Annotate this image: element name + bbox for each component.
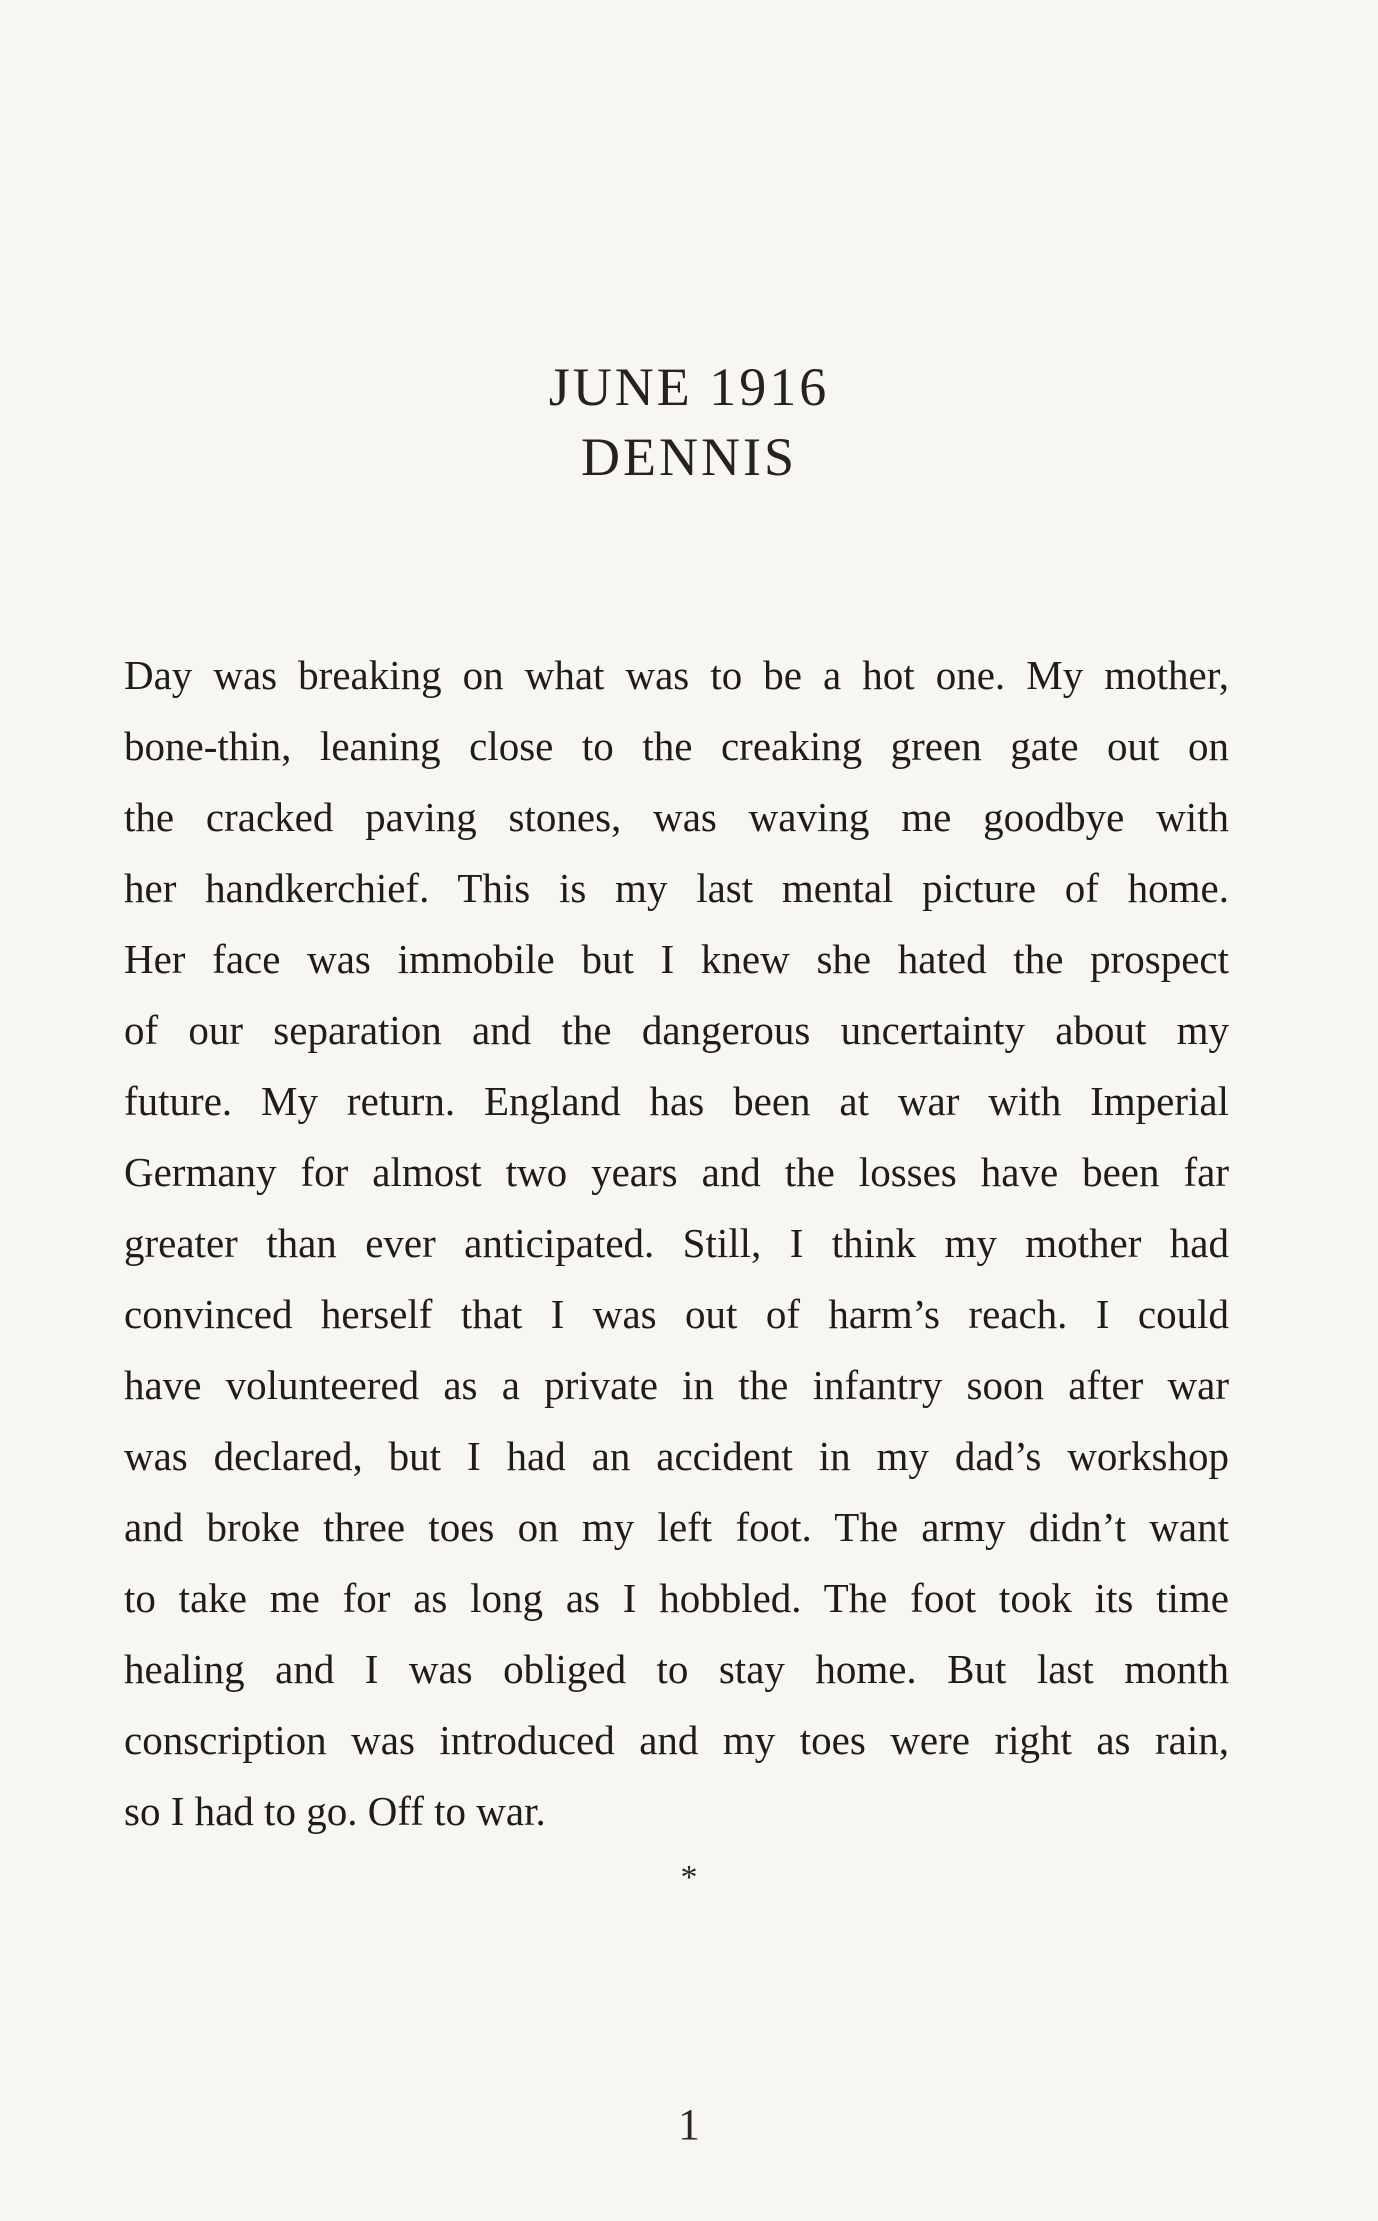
- page-number: 1: [678, 2100, 700, 2149]
- body-line: Her face was immobile but I knew she hated the prospect: [124, 936, 1229, 982]
- body-line: the cracked paving stones, was waving me goodbye with: [124, 794, 1229, 840]
- body-line: Day was breaking on what was to be a hot one. My mother,: [124, 652, 1229, 698]
- body-line: healing and I was obliged to stay home. But last month: [124, 1646, 1229, 1692]
- body-line: greater than ever anticipated. Still, I think my mother had: [124, 1220, 1229, 1266]
- body-line: conscription was introduced and my toes were right as rain,: [124, 1717, 1229, 1763]
- body-line: bone-thin, leaning close to the creaking green gate out on: [124, 723, 1229, 769]
- chapter-date: JUNE 1916: [548, 357, 830, 417]
- body-line: of our separation and the dangerous uncertainty about my: [124, 1007, 1229, 1053]
- body-line: and broke three toes on my left foot. The army didn’t want: [124, 1504, 1229, 1550]
- body-line: was declared, but I had an accident in my dad’s workshop: [124, 1433, 1229, 1479]
- body-line: future. My return. England has been at war with Imperial: [124, 1078, 1229, 1124]
- body-line: convinced herself that I was out of harm’s reach. I could: [124, 1291, 1229, 1337]
- chapter-heading: [0, 352, 1378, 492]
- body-line: so I had to go. Off to war.: [124, 1788, 546, 1834]
- body-line: Germany for almost two years and the losses have been far: [124, 1149, 1229, 1195]
- chapter-narrator: DENNIS: [581, 427, 797, 487]
- section-break-asterisk: *: [680, 1859, 698, 1896]
- body-line: to take me for as long as I hobbled. The foot took its time: [124, 1575, 1229, 1621]
- body-line: her handkerchief. This is my last mental picture of home.: [124, 865, 1229, 911]
- body-line: have volunteered as a private in the infantry soon after war: [124, 1362, 1229, 1408]
- chapter-body-text: [124, 640, 1229, 1860]
